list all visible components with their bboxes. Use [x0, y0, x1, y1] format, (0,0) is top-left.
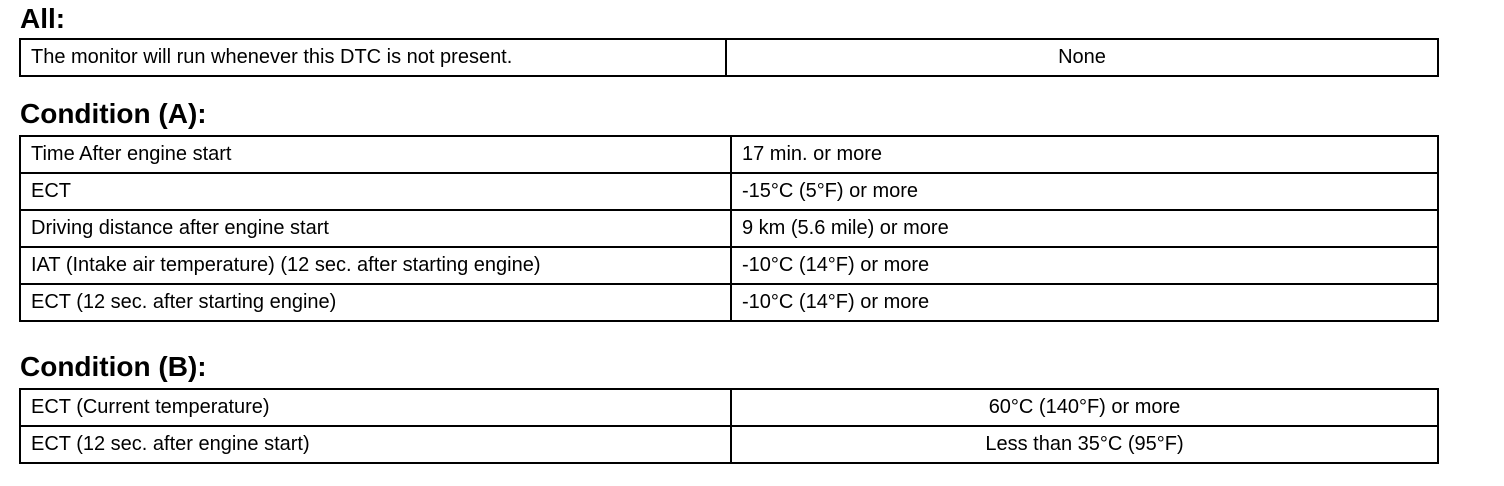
condition-value: Less than 35°C (95°F)	[731, 426, 1438, 463]
condition-b-table	[19, 388, 1439, 464]
table-row	[20, 173, 1438, 210]
condition-label: ECT	[20, 173, 731, 210]
condition-value: None	[726, 39, 1438, 76]
section-heading-all: All:	[20, 3, 66, 34]
condition-label: The monitor will run whenever this DTC is not present.	[20, 39, 726, 76]
condition-value: 9 km (5.6 mile) or more	[731, 210, 1438, 247]
table-row	[20, 210, 1438, 247]
section-heading-condition-b: Condition (B):	[20, 351, 207, 382]
condition-label: ECT (12 sec. after starting engine)	[20, 284, 731, 321]
condition-label: ECT (12 sec. after engine start)	[20, 426, 731, 463]
all-conditions-table	[19, 38, 1439, 77]
table-row	[20, 136, 1438, 173]
table-row	[20, 284, 1438, 321]
condition-value: 17 min. or more	[731, 136, 1438, 173]
section-heading-condition-a: Condition (A):	[20, 98, 207, 129]
table-row	[20, 389, 1438, 426]
condition-value: -15°C (5°F) or more	[731, 173, 1438, 210]
table-row	[20, 247, 1438, 284]
condition-a-table	[19, 135, 1439, 322]
condition-label: Time After engine start	[20, 136, 731, 173]
table-row	[20, 426, 1438, 463]
condition-label: Driving distance after engine start	[20, 210, 731, 247]
table-row	[20, 39, 1438, 76]
condition-label: IAT (Intake air temperature) (12 sec. after starting engine)	[20, 247, 731, 284]
condition-value: -10°C (14°F) or more	[731, 284, 1438, 321]
condition-value: -10°C (14°F) or more	[731, 247, 1438, 284]
condition-label: ECT (Current temperature)	[20, 389, 731, 426]
condition-value: 60°C (140°F) or more	[731, 389, 1438, 426]
